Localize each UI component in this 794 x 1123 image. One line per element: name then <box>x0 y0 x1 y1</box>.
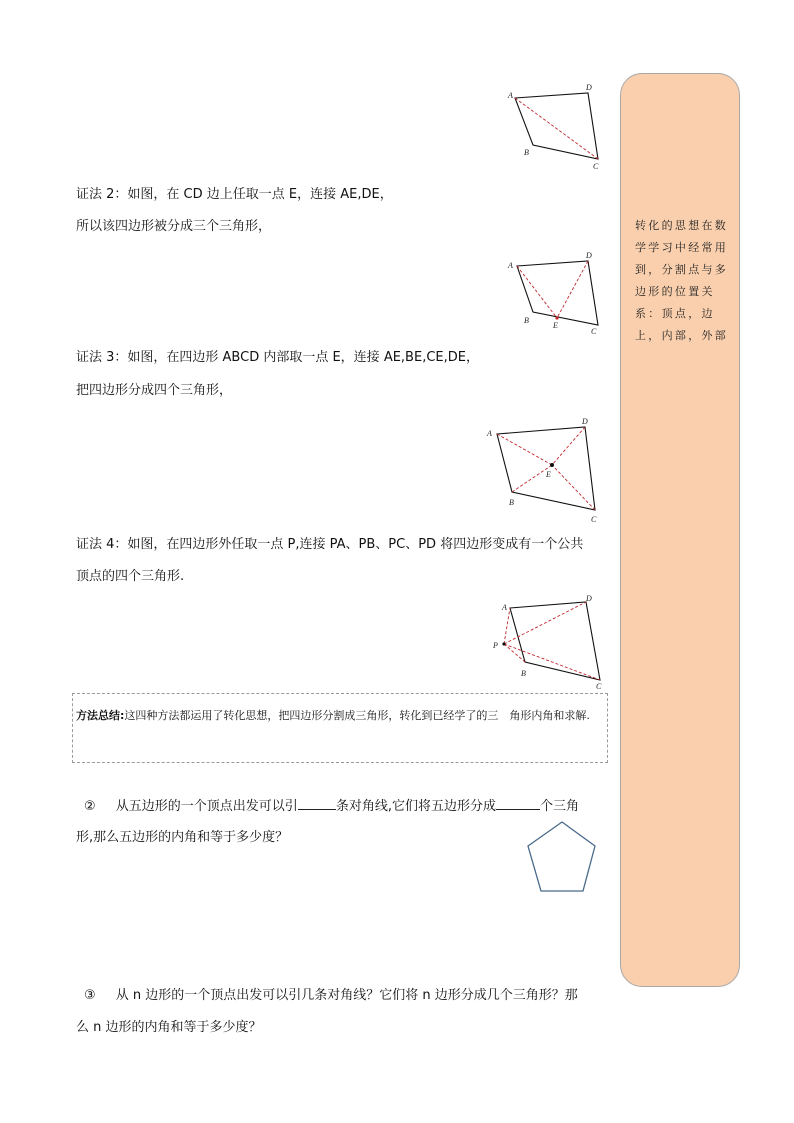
question2-number: ② <box>84 799 96 814</box>
label-B: B <box>521 669 526 678</box>
label-B: B <box>524 148 529 157</box>
label-D: D <box>586 83 592 92</box>
question3-line2: 么 n 边形的内角和等于多少度？ <box>76 1020 262 1035</box>
answer-blank-diagonals[interactable] <box>298 797 336 810</box>
sidebar-note-box <box>620 73 740 987</box>
label-A: A <box>508 261 513 270</box>
question2-part3: 个三角 <box>539 799 579 814</box>
label-E: E <box>553 321 558 330</box>
label-D: D <box>586 252 592 260</box>
question2-line1 <box>84 797 579 816</box>
label-C: C <box>591 327 597 336</box>
label-C: C <box>593 162 599 171</box>
question3-number: ③ <box>84 988 96 1003</box>
question2-line2: 形,那么五边形的内角和等于多少度？ <box>76 830 289 845</box>
figure-point-outside <box>490 592 608 692</box>
proof4-line2: 顶点的四个三角形. <box>76 569 185 584</box>
label-A: A <box>502 603 507 612</box>
label-B: B <box>509 498 514 507</box>
label-D: D <box>582 417 588 426</box>
question2-part1: 从五边形的一个顶点出发可以引 <box>115 799 298 814</box>
label-C: C <box>591 515 597 524</box>
question3-line1 <box>84 987 578 1005</box>
method-summary-text <box>76 702 604 730</box>
label-E: E <box>546 470 551 479</box>
label-B: B <box>524 316 529 325</box>
question2-part2: 条对角线,它们将五边形分成 <box>335 799 496 814</box>
figure-quadrilateral-diagonal <box>505 82 605 174</box>
label-C: C <box>596 682 602 691</box>
proof4-line1: 证法 4：如图，在四边形外任取一点 P,连接 PA、PB、PC、PD 将四边形变成有一个公共 <box>76 537 584 552</box>
summary-label: 方法总结: <box>76 709 125 722</box>
label-D: D <box>586 594 592 603</box>
label-A: A <box>487 429 492 438</box>
proof2-line1: 证法 2：如图，在 CD 边上任取一点 E，连接 AE,DE， <box>76 187 393 202</box>
label-A: A <box>508 91 513 100</box>
figure-point-inside <box>482 412 607 527</box>
proof3-line2: 把四边形分成四个三角形， <box>76 383 233 398</box>
summary-body: 这四种方法都运用了转化思想，把四边形分割成三角形，转化到已经学了的三 角形内角和求解. <box>124 709 590 722</box>
figure-point-on-side <box>505 252 605 340</box>
figure-pentagon <box>522 818 602 898</box>
method-summary-box <box>72 693 608 763</box>
sidebar-note-text: 转化的思想在数学学习中经常用到，分割点与多边形的位置关系：顶点，边上，内部，外部 <box>635 219 729 342</box>
question3-text: 从 n 边形的一个顶点出发可以引几条对角线？它们将 n 边形分成几个三角形？那 <box>115 988 578 1003</box>
answer-blank-triangles[interactable] <box>496 797 540 810</box>
proof3-line1: 证法 3：如图，在四边形 ABCD 内部取一点 E，连接 AE,BE,CE,DE， <box>76 350 479 365</box>
proof2-line2: 所以该四边形被分成三个三角形， <box>76 219 272 234</box>
label-P: P <box>493 641 498 650</box>
